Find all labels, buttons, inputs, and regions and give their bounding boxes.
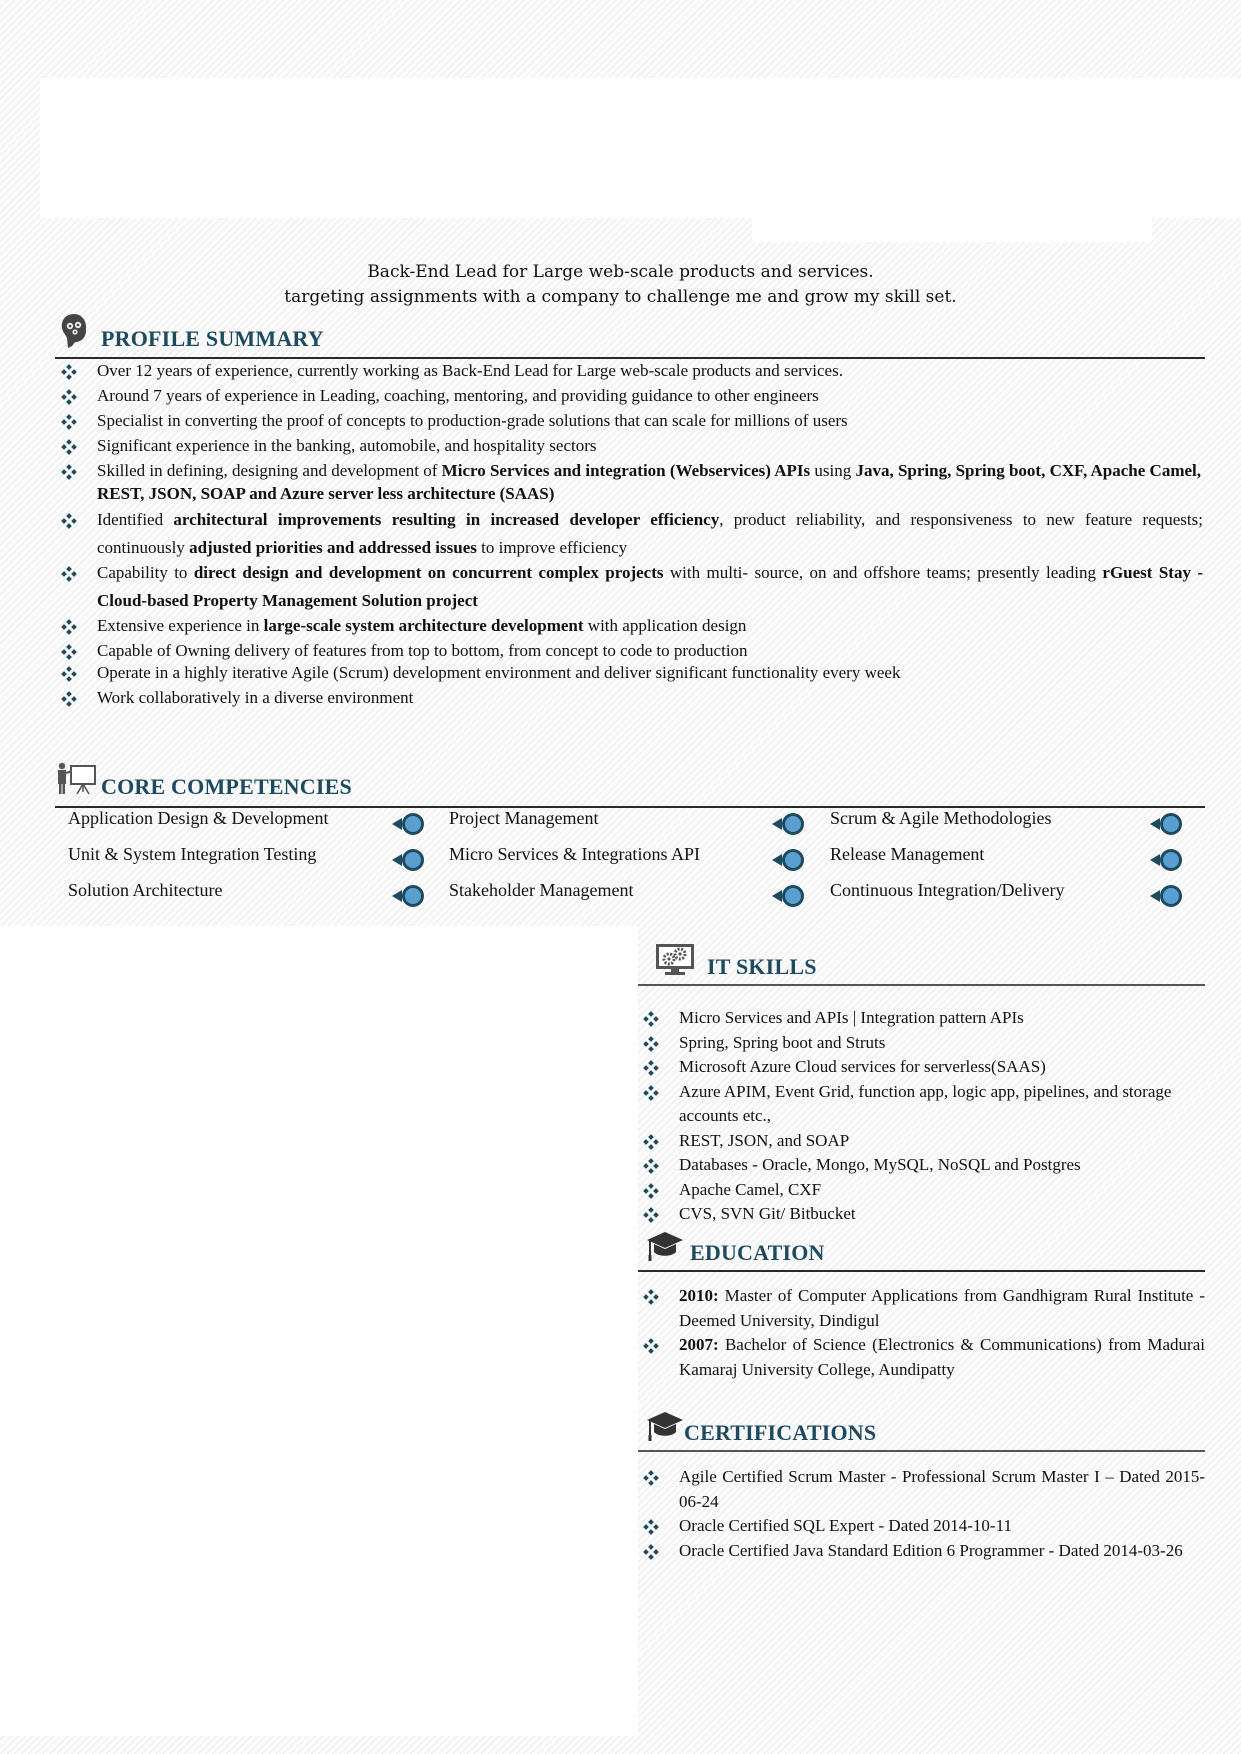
education-text: Bachelor of Science (Electronics & Communications) from Madurai Kamaraj University College, Aundipatty <box>679 1335 1205 1379</box>
education-year: 2007: <box>679 1335 719 1354</box>
list-item <box>57 434 1203 458</box>
emphasis-text: adjusted priorities and addressed issues <box>189 538 477 557</box>
it-skills-list <box>639 1006 1205 1227</box>
competency-marker-icon <box>770 845 810 875</box>
education-title: EDUCATION <box>690 1240 825 1265</box>
competency-label: Release Management <box>830 844 985 864</box>
it-skills-divider <box>638 984 1205 986</box>
skill-text: Databases - Oracle, Mongo, MySQL, NoSQL and Postgres <box>679 1155 1081 1174</box>
skill-text: CVS, SVN Git/ Bitbucket <box>679 1204 856 1223</box>
competency-marker-icon <box>1148 881 1188 911</box>
certification-text: Oracle Certified SQL Expert - Dated 2014-10-11 <box>679 1516 1012 1535</box>
list-item <box>639 1178 1205 1203</box>
certifications-divider <box>638 1450 1205 1452</box>
education-year: 2010: <box>679 1286 719 1305</box>
plain-text: with application design <box>583 616 747 635</box>
diamond-bullet-icon <box>61 563 77 579</box>
skill-text: Microsoft Azure Cloud services for serverless(SAAS) <box>679 1057 1046 1076</box>
skill-text: Apache Camel, CXF <box>679 1179 822 1199</box>
competency-marker-icon <box>770 881 810 911</box>
diamond-bullet-icon <box>61 388 77 404</box>
emphasis-text: Java, Spring, Spring boot, CXF, Apache Camel, REST, JSON, SOAP and Azure server less architecture (SAAS) <box>97 461 1202 503</box>
diamond-bullet-icon <box>61 665 77 681</box>
certification-text: Oracle Certified Java Standard Edition 6 Programmer - Dated 2014-03-26 <box>679 1540 1183 1560</box>
header-blank-area <box>40 78 1241 218</box>
list-item <box>57 409 1203 433</box>
list-item <box>639 1465 1205 1514</box>
list-item <box>57 639 1203 663</box>
competency-marker-icon <box>390 809 430 839</box>
education-divider <box>638 1270 1205 1272</box>
competency-label: Stakeholder Management <box>449 880 634 900</box>
tagline-line-2: targeting assignments with a company to challenge me and grow my skill set. <box>284 287 957 307</box>
list-item <box>57 686 1203 710</box>
list-item-text <box>97 563 1203 610</box>
head-gears-icon <box>59 312 89 352</box>
competency-label: Solution Architecture <box>68 880 223 900</box>
skill-text: Micro Services and APIs | Integration pattern APIs <box>679 1008 1024 1027</box>
emphasis-text: large-scale system architecture development <box>263 616 584 635</box>
diamond-bullet-icon <box>643 1059 659 1075</box>
education-text: Master of Computer Applications from Gandhigram Rural Institute - Deemed University, Dindigul <box>679 1286 1205 1330</box>
certifications-title: CERTIFICATIONS <box>684 1420 877 1445</box>
competency-label: Micro Services & Integrations API <box>449 844 700 864</box>
list-item-text <box>97 641 748 660</box>
competency-label: Scrum & Agile Methodologies <box>830 808 1052 828</box>
plain-text: with multi- source, on and offshore teams; presently leading <box>663 563 1103 582</box>
core-competencies-title: CORE COMPETENCIES <box>101 774 352 799</box>
certification-text: Agile Certified Scrum Master - Professional Scrum Master I – Dated 2015-06-24 <box>679 1467 1205 1511</box>
plain-text: Capability to <box>97 563 194 582</box>
diamond-bullet-icon <box>643 1133 659 1149</box>
plain-text: Capable of Owning delivery of features from top to bottom, from concept to code to production <box>97 641 748 660</box>
diamond-bullet-icon <box>61 438 77 454</box>
plain-text: , product reliability, and responsiveness to new feature requests; continuously <box>97 510 1203 557</box>
graduation-cap-icon <box>646 1410 684 1444</box>
diamond-bullet-icon <box>61 643 77 659</box>
competency-marker-icon <box>390 845 430 875</box>
list-item <box>639 1333 1205 1382</box>
emphasis-text: direct design and development on concurrent complex projects <box>193 563 664 582</box>
certifications-header <box>638 1406 1205 1452</box>
diamond-bullet-icon <box>61 463 77 479</box>
diamond-bullet-icon <box>643 1543 659 1559</box>
core-competencies-header <box>55 762 1205 808</box>
plain-text: Work collaboratively in a diverse environment <box>97 688 414 707</box>
competency-label: Application Design & Development <box>68 808 329 828</box>
profile-summary-title: PROFILE SUMMARY <box>101 326 324 351</box>
list-item-text <box>97 616 746 635</box>
list-item-text <box>97 510 1203 557</box>
list-item <box>639 1031 1205 1056</box>
list-item-text <box>97 436 596 455</box>
it-skills-header <box>638 940 1205 986</box>
list-item <box>57 359 1203 383</box>
list-item <box>57 506 1203 562</box>
diamond-bullet-icon <box>643 1288 659 1304</box>
plain-text: Around 7 years of experience in Leading, coaching, mentoring, and providing guidance to other engineers <box>97 386 819 405</box>
competency-label: Unit & System Integration Testing <box>68 844 317 864</box>
plain-text: Specialist in converting the proof of concepts to production-grade solutions that can scale for millions of users <box>97 411 848 430</box>
skill-text: Spring, Spring boot and Struts <box>679 1032 886 1052</box>
list-item <box>57 661 1203 685</box>
emphasis-text: Micro Services and integration (Webservices) APIs <box>441 461 811 480</box>
emphasis-text: rGuest Stay - Cloud-based Property Management Solution project <box>97 563 1204 610</box>
list-item <box>639 1202 1205 1227</box>
diamond-bullet-icon <box>61 363 77 379</box>
diamond-bullet-icon <box>643 1206 659 1222</box>
diamond-bullet-icon <box>643 1518 659 1534</box>
plain-text: Operate in a highly iterative Agile (Scrum) development environment and deliver significant functionality every week <box>97 663 901 682</box>
list-item-text <box>97 386 819 405</box>
list-item-text <box>97 688 413 707</box>
list-item <box>639 1539 1205 1564</box>
diamond-bullet-icon <box>61 618 77 634</box>
tagline-line-1: Back-End Lead for Large web-scale products and services. <box>367 262 874 282</box>
diamond-bullet-icon <box>643 1010 659 1026</box>
competency-label: Project Management <box>449 808 599 828</box>
list-item <box>639 1055 1205 1080</box>
diamond-bullet-icon <box>643 1084 659 1100</box>
graduation-cap-icon <box>646 1230 684 1264</box>
list-item-text <box>97 663 900 682</box>
list-item <box>57 559 1203 615</box>
plain-text: using <box>810 461 856 480</box>
list-item <box>639 1006 1205 1031</box>
competency-marker-icon <box>1148 809 1188 839</box>
competency-marker-icon <box>390 881 430 911</box>
skill-text: Azure APIM, Event Grid, function app, logic app, pipelines, and storage accounts etc., <box>679 1081 1172 1125</box>
list-item <box>57 459 1203 505</box>
diamond-bullet-icon <box>61 690 77 706</box>
diamond-bullet-icon <box>61 510 77 526</box>
list-item <box>639 1284 1205 1333</box>
skill-text: REST, JSON, and SOAP <box>679 1130 850 1150</box>
plain-text: Identified <box>97 510 174 529</box>
plain-text: to improve efficiency <box>476 538 628 557</box>
profile-summary-header <box>55 312 1205 360</box>
competency-label: Continuous Integration/Delivery <box>830 880 1065 900</box>
list-item <box>639 1129 1205 1154</box>
diamond-bullet-icon <box>61 413 77 429</box>
education-header <box>638 1226 1205 1272</box>
plain-text: Extensive experience in <box>97 616 264 635</box>
list-item-text <box>97 361 843 380</box>
header-blank-strip <box>752 218 1152 242</box>
diamond-bullet-icon <box>643 1469 659 1485</box>
competency-marker-icon <box>1148 845 1188 875</box>
competency-marker-icon <box>770 809 810 839</box>
computer-gears-icon <box>656 944 694 976</box>
diamond-bullet-icon <box>643 1035 659 1051</box>
list-item <box>57 614 1203 638</box>
profile-summary-list <box>57 359 1203 710</box>
diamond-bullet-icon <box>643 1157 659 1173</box>
emphasis-text: architectural improvements resulting in increased developer efficiency <box>173 510 720 529</box>
list-item-text <box>97 461 1201 503</box>
list-item <box>639 1514 1205 1539</box>
plain-text: Significant experience in the banking, automobile, and hospitality sectors <box>97 436 597 455</box>
diamond-bullet-icon <box>643 1337 659 1353</box>
list-item <box>639 1153 1205 1178</box>
certifications-list <box>639 1465 1205 1563</box>
education-list <box>639 1284 1205 1382</box>
list-item <box>57 384 1203 408</box>
it-skills-title: IT SKILLS <box>707 954 817 979</box>
presenter-board-icon <box>57 762 97 796</box>
left-column-blank-area <box>0 926 638 1736</box>
list-item <box>639 1080 1205 1129</box>
plain-text: Over 12 years of experience, currently working as Back-End Lead for Large web-scale products and services. <box>97 361 843 380</box>
diamond-bullet-icon <box>643 1182 659 1198</box>
plain-text: Skilled in defining, designing and development of <box>97 461 442 480</box>
list-item-text <box>97 411 848 430</box>
